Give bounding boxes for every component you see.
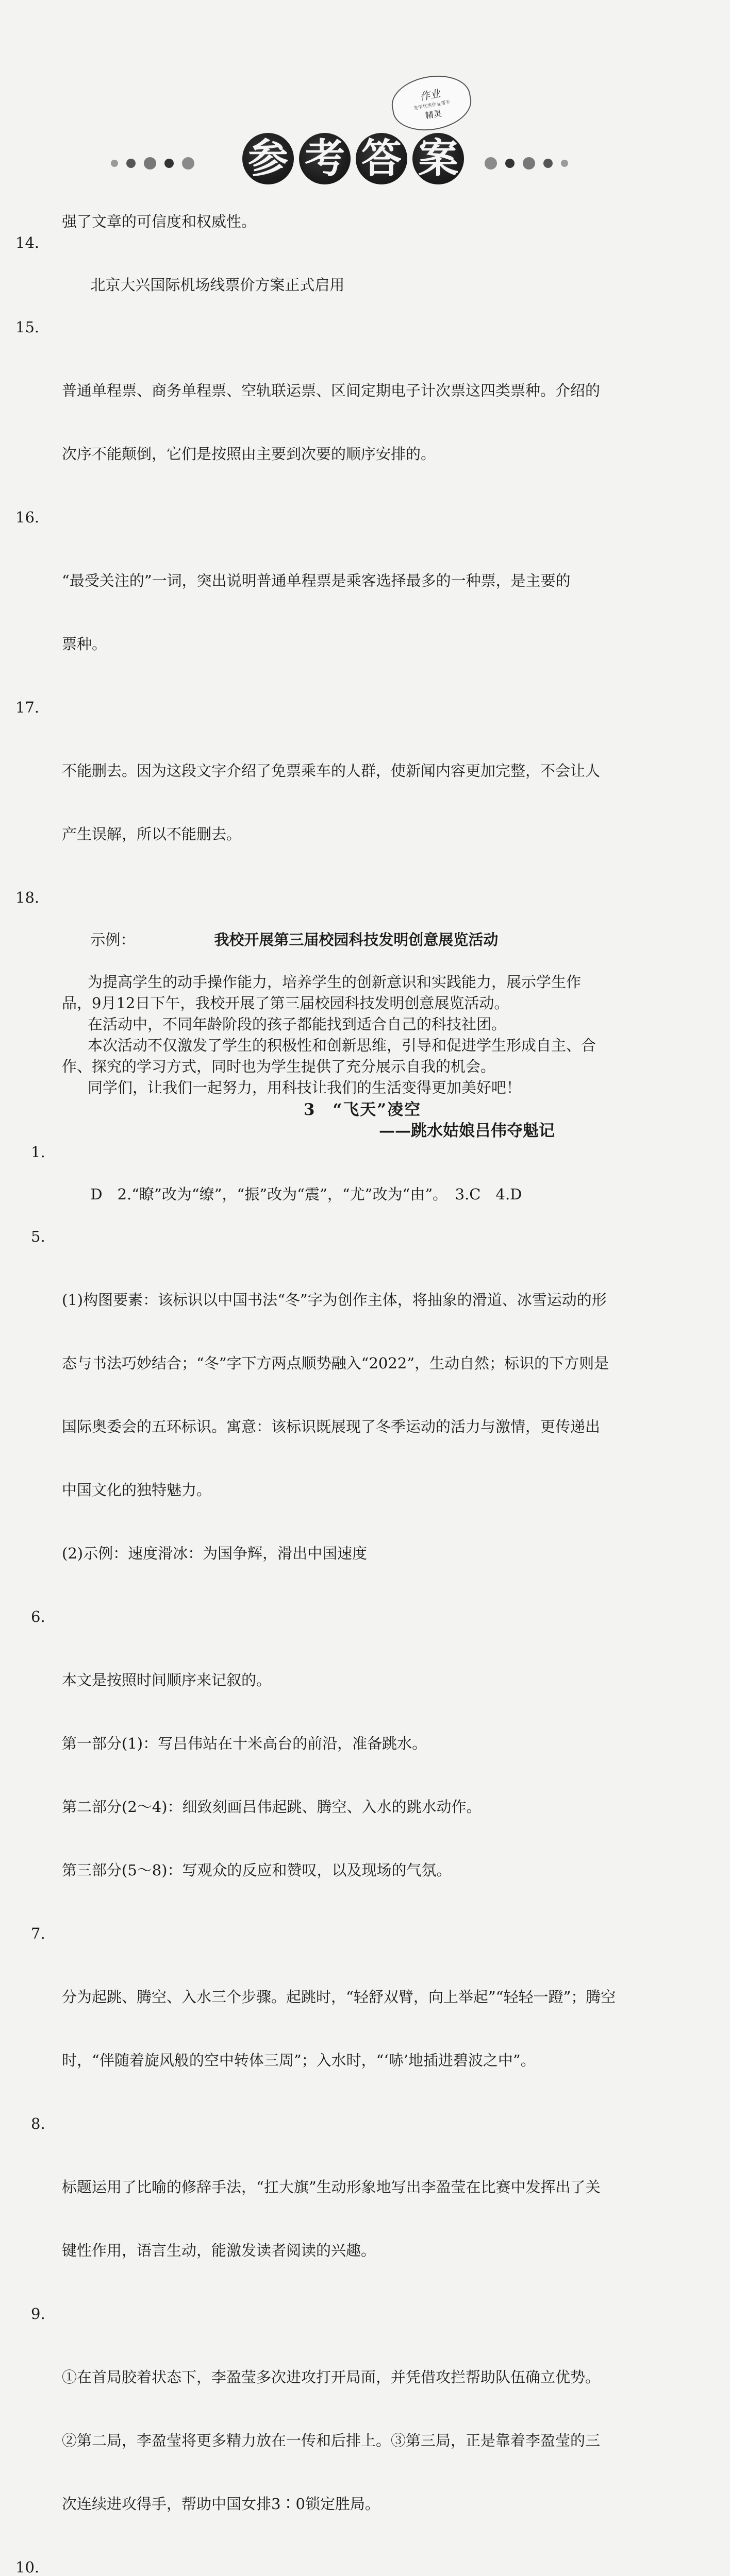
dot-icon [164,159,174,168]
answer-line: (2)示例：速度滑冰：为国争辉，滑出中国速度 [62,1545,368,1562]
answer-line: 第三部分(5～8)：写观众的反应和赞叹，以及现场的气氛。 [62,1861,452,1879]
answer-number: 18. [15,889,40,906]
title-char: 答 [356,133,407,184]
answer-line: “最受关注的”一词，突出说明普通单程票是乘客选择最多的一种票，是主要的 [62,572,571,589]
answer-3-7 [15,1923,709,2113]
answer-content [15,211,709,2576]
answer-line: 分为起跳、腾空、入水三个步骤。起跳时，“轻舒双臂，向上举起”“轻轻一蹬”；腾空 [62,1988,616,2006]
answer-line: 产生误解，所以不能删去。 [62,825,242,843]
title-char: 参 [242,133,294,184]
page-title [242,133,464,184]
dot-icon [126,159,136,168]
answer-text: 北京大兴国际机场线票价方案正式启用 [90,276,345,294]
example-paragraph: 作、探究的学习方式，同时也为学生提供了充分展示自我的机会。 [62,1058,496,1075]
example-title: 我校开展第三届校园科技发明创意展览活动 [214,931,499,948]
answer-18 [15,887,709,972]
answer-line: 中国文化的独特魅力。 [62,1481,212,1499]
answer-line: 标题运用了比喻的修辞手法，“扛大旗”生动形象地写出李盈莹在比赛中发挥出了关 [62,2178,601,2196]
answer-line: ①在首局胶着状态下，李盈莹多次进攻打开局面，并凭借攻拦帮助队伍确立优势。 [62,2368,601,2386]
stamp-top-text: 作业 [419,87,441,103]
answer-number: 14. [15,234,40,251]
answer-number: 1. [31,1143,45,1161]
example-paragraph: 同学们，让我们一起努力，用科技让我们的生活变得更加美好吧！ [88,1079,522,1096]
answer-line: 普通单程票、商务单程票、空轨联运票、区间定期电子计次票这四类票种。介绍的 [62,382,601,399]
answer-16 [15,507,709,697]
dot-icon [111,160,118,167]
answer-line: 第二部分(2～4)：细致刻画吕伟起跳、腾空、入水的跳水动作。 [62,1798,482,1816]
answer-15 [15,317,709,507]
section-3-subtitle: ——跳水姑娘吕伟夺魁记 [379,1122,555,1140]
answer-line: 国际奥委会的五环标识。寓意：该标识既展现了冬季运动的活力与激情，更传递出 [62,1418,601,1435]
answer-number: 8. [31,2115,45,2132]
answer-line: 键性作用，语言生动，能激发读者阅读的兴趣。 [62,2242,376,2259]
answer-14 [15,232,709,317]
answer-line: 票种。 [62,635,107,653]
dot-icon [144,157,156,170]
decorative-dots-right [485,156,568,171]
example-label: 示例： [90,931,136,948]
stamp-bottom-text: 精灵 [424,108,443,121]
answer-number: 15. [15,318,40,336]
example-paragraph: 品，9月12日下午，我校开展了第三届校园科技发明创意展览活动。 [62,994,509,1012]
answer-number: 5. [31,1228,45,1245]
example-paragraph: 本次活动不仅激发了学生的积极性和创新思维，引导和促进学生形成自主、合 [88,1037,596,1054]
answer-3-1 [15,1142,709,1226]
answer-line: (1)构图要素：该标识以中国书法“冬”字为创作主体，将抽象的滑道、冰雪运动的形 [62,1291,607,1309]
answer-3-6 [15,1606,709,1923]
answer-line: 第一部分(1)：写吕伟站在十米高台的前沿，准备跳水。 [62,1735,427,1752]
dot-icon [505,159,515,168]
answer-number: 7. [31,1925,45,1942]
title-char: 考 [299,133,351,184]
answer-line: 时，“伴随着旋风般的空中转体三周”；入水时，“‘哧’地插进碧波之中”。 [62,2052,536,2069]
answer-line: 次连续进攻得手，帮助中国女排3∶0锁定胜局。 [62,2495,380,2513]
answer-3-5 [15,1226,709,1606]
stamp-middle-text: 先学优秀作业帮手 [413,99,451,111]
answer-number: 9. [31,2305,45,2323]
answer-text: D 2.“瞭”改为“缭”，“振”改为“震”，“尤”改为“由”。 3.C 4.D [90,1185,522,1203]
answer-number: 17. [15,699,40,716]
answer-line: 次序不能颠倒，它们是按照由主要到次要的顺序安排的。 [62,445,436,463]
answer-17 [15,697,709,887]
answer-3-8 [15,2113,709,2303]
dot-icon [523,157,535,170]
example-paragraph: 为提高学生的动手操作能力，培养学生的创新意识和实践能力，展示学生作 [88,973,582,991]
answer-number: 10. [15,2558,40,2576]
example-paragraph: 在活动中，不同年龄阶段的孩子都能找到适合自己的科技社团。 [88,1015,507,1033]
dot-icon [561,160,568,167]
answer-line: 态与书法巧妙结合；“冬”字下方两点顺势融入“2022”，生动自然；标识的下方则是 [62,1354,609,1372]
answer-3-9 [15,2303,709,2557]
dot-icon [543,159,553,168]
dot-icon [485,157,497,170]
answer-line: 本文是按照时间顺序来记叙的。 [62,1671,272,1689]
title-char: 案 [412,133,464,184]
answer-3-10 [15,2557,709,2576]
continued-text: 强了文章的可信度和权威性。 [62,213,257,230]
answer-number: 6. [31,1608,45,1625]
section-3-title: 3 “飞天”凌空 [303,1100,422,1119]
answer-number: 16. [15,509,40,526]
answer-line: ②第二局，李盈莹将更多精力放在一传和后排上。③第三局，正是靠着李盈莹的三 [62,2432,601,2449]
dot-icon [182,157,194,170]
decorative-dots-left [111,156,194,171]
answer-line: 不能删去。因为这段文字介绍了免票乘车的人群，使新闻内容更加完整，不会让人 [62,762,601,779]
